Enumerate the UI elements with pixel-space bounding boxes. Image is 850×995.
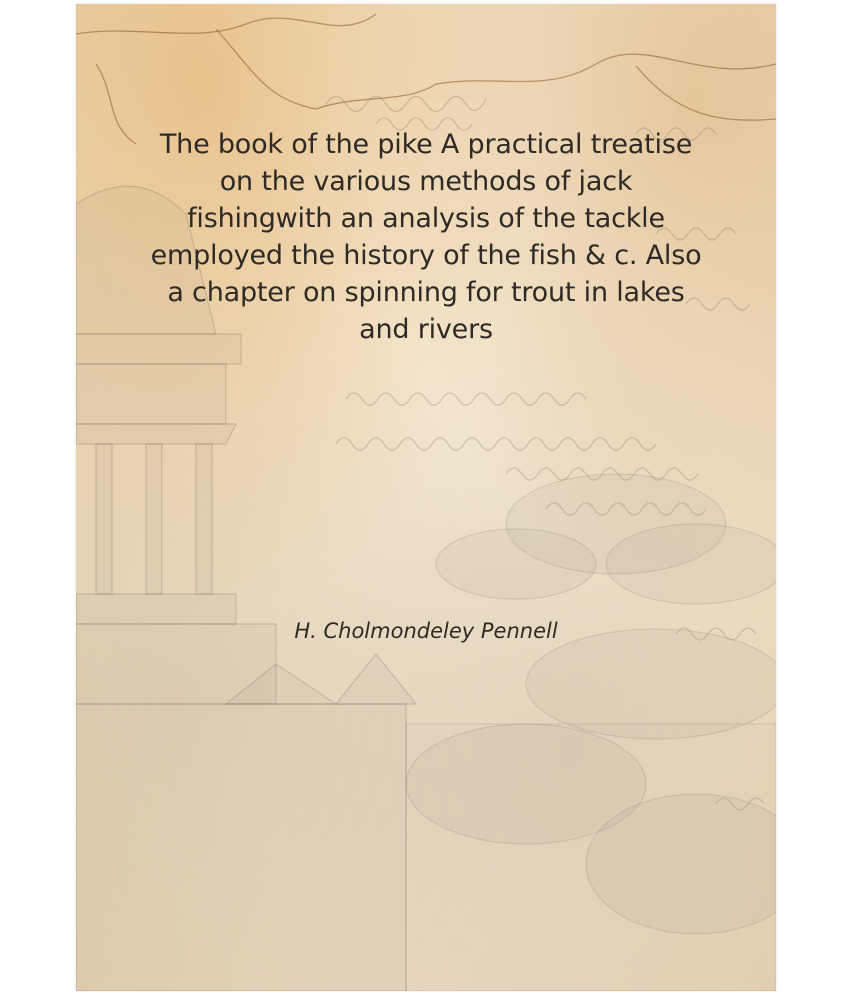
book-title: The book of the pike A practical treatise on the various methods of jack fishingwith an analysis of the tackle employed the history of the fish & c. Also a chapter on spinning for trout in lakes and rivers bbox=[150, 129, 702, 345]
book-author: H. Cholmondeley Pennell bbox=[294, 619, 558, 643]
book-cover bbox=[76, 4, 776, 991]
paper-crack-lines bbox=[76, 14, 776, 144]
faded-landscape-illustration bbox=[406, 474, 776, 991]
